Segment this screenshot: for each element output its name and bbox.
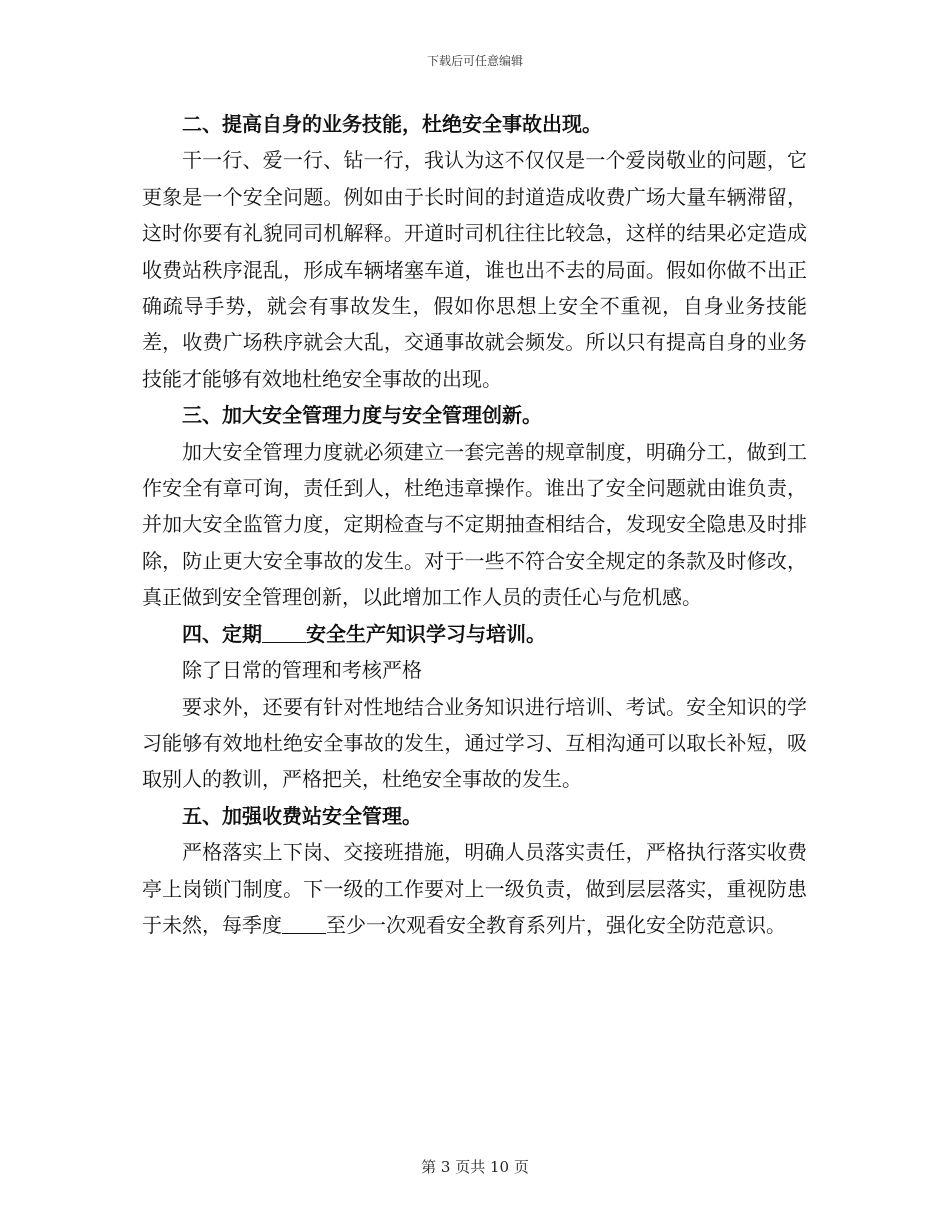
paragraph-part-a: 严格落实上下岗、交接班措施，明确人员落实责任，严格执行落实收费亭上岗锁门制度。下一级的工作要对上一级负责，做到层层落实，重视防患于未然，每季度 bbox=[142, 840, 807, 937]
document-body bbox=[142, 106, 807, 943]
blank-underline bbox=[262, 622, 306, 643]
paragraph-part-b: 至少一次观看安全教育系列片，强化安全防范意识。 bbox=[326, 912, 786, 937]
heading-part-a: 四、定期 bbox=[182, 621, 262, 646]
heading-part-b: 安全生产知识学习与培训。 bbox=[306, 621, 546, 646]
section-paragraph bbox=[142, 834, 807, 943]
section-paragraph: 加大安全管理力度就必须建立一套完善的规章制度，明确分工，做到工作安全有章可询，责任到人，杜绝违章操作。谁出了安全问题就由谁负责，并加大安全监管力度，定期检查与不定期抽查相结合，发现安全隐患及时排除，防止更大安全事故的发生。对于一些不符合安全规定的条款及时修改，真正做到安全管理创新，以此增加工作人员的责任心与危机感。 bbox=[142, 439, 807, 610]
blank-underline bbox=[282, 913, 326, 934]
section-heading-5: 五、加强收费站安全管理。 bbox=[182, 803, 422, 828]
section-paragraph: 除了日常的管理和考核严格 bbox=[182, 658, 422, 683]
section-heading-4 bbox=[142, 616, 807, 652]
section-paragraph: 要求外，还要有针对性地结合业务知识进行培训、考试。安全知识的学习能够有效地杜绝安全事故的发生，通过学习、互相沟通可以取长补短，吸取别人的教训，严格把关，杜绝安全事故的发生。 bbox=[142, 694, 807, 792]
section-heading-3: 三、加大安全管理力度与安全管理创新。 bbox=[182, 403, 542, 428]
section-paragraph: 干一行、爱一行、钻一行，我认为这不仅仅是一个爱岗敬业的问题，它更象是一个安全问题。例如由于长时间的封道造成收费广场大量车辆滞留，这时你要有礼貌同司机解释。开道时司机往往比较急，这样的结果必定造成收费站秩序混乱，形成车辆堵塞车道，谁也出不去的局面。假如你做不出正确疏导手势，就会有事故发生，假如你思想上安全不重视，自身业务技能差，收费广场秩序就会大乱，交通事故就会频发。所以只有提高自身的业务技能才能够有效地杜绝安全事故的出现。 bbox=[142, 148, 807, 391]
page-footer: 第 3 页共 10 页 bbox=[421, 1158, 529, 1176]
page-header: 下载后可任意编辑 bbox=[426, 54, 523, 68]
section-heading-2: 二、提高自身的业务技能，杜绝安全事故出现。 bbox=[182, 112, 602, 136]
